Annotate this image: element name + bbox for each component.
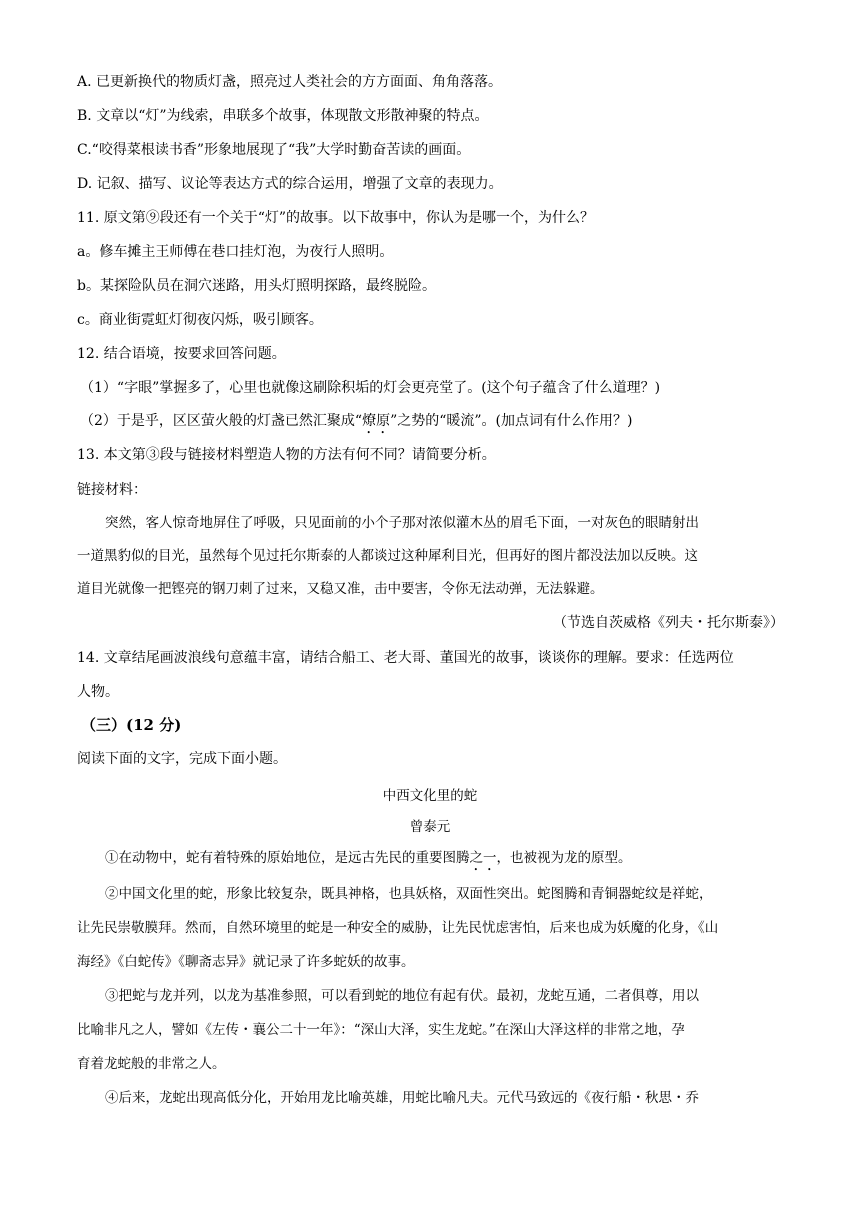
paragraph-1-text-end: ，也被视为龙的原型。 — [496, 850, 632, 866]
question-11-choice-b: b。某探险队员在洞穴迷路，用头灯照明探路，最终脱险。 — [77, 278, 436, 294]
question-12-part-2 — [80, 411, 632, 437]
section-three-heading: （三）(12 分) — [81, 716, 182, 734]
question-11-choice-c: c。商业街霓虹灯彻夜闪烁，吸引顾客。 — [77, 312, 323, 328]
link-material-source: （节选自茨威格《列夫・托尔斯泰》） — [553, 615, 784, 631]
question-12-part-1: （1）“字眼”掌握多了，心里也就像这刷除积垢的灯会更亮堂了。(这个句子蕴含了什么道理？) — [80, 380, 661, 396]
question-14: 14. 文章结尾画波浪线句意蕴丰富，请结合船工、老大哥、董国光的故事，谈谈你的理解。要求：任选两位 — [77, 650, 734, 666]
option-d: D. 记叙、描写、议论等表达方式的综合运用，增强了文章的表现力。 — [77, 176, 503, 192]
dotted-word: 燎原 — [362, 413, 391, 429]
option-c: C.“咬得菜根读书香”形象地展现了“我”大学时勤奋苦读的画面。 — [77, 142, 471, 158]
link-material-label: 链接材料： — [77, 482, 147, 498]
article-title: 中西文化里的蛇 — [382, 788, 478, 804]
reading-instruction: 阅读下面的文字，完成下面小题。 — [77, 751, 287, 767]
question-14-continued: 人物。 — [77, 684, 119, 700]
article-author: 曾泰元 — [409, 819, 451, 835]
option-a: A. 已更新换代的物质灯盏，照亮过人类社会的方方面面、角角落落。 — [77, 74, 503, 90]
paragraph-2-line-2: 让先民崇敬膜拜。然而，自然环境里的蛇是一种安全的威胁，让先民忧虑害怕，后来也成为妖魔的化身，《山 — [77, 920, 719, 936]
question-12-part-2-text: （2）于是乎，区区萤火般的灯盏已然汇聚成“ — [80, 413, 363, 429]
option-b: B. 文章以“灯”为线索，串联多个故事，体现散文形散神聚的特点。 — [77, 108, 489, 124]
paragraph-3-line-1: ③把蛇与龙并列，以龙为基准参照，可以看到蛇的地位有起有伏。最初，龙蛇互通，二者俱尊，用以 — [105, 988, 699, 1004]
question-13: 13. 本文第③段与链接材料塑造人物的方法有何不同？请简要分析。 — [77, 447, 496, 463]
question-12: 12. 结合语境，按要求回答问题。 — [77, 346, 286, 362]
link-material-line-2: 一道黑豹似的目光，虽然每个见过托尔斯泰的人都谈过这种犀利目光，但再好的图片都没法加以反映。这 — [77, 548, 698, 564]
question-12-part-2-text-end: ”之势的“暖流”。(加点词有什么作用？) — [390, 413, 633, 429]
link-material-line-1: 突然，客人惊奇地屏住了呼吸，只见面前的小个子那对浓似灌木丛的眉毛下面，一对灰色的眼睛射出 — [105, 515, 699, 531]
paragraph-3-line-3: 育着龙蛇般的非常之人。 — [77, 1056, 226, 1072]
paragraph-2-line-3: 海经》《白蛇传》《聊斋志异》就记录了许多蛇妖的故事。 — [77, 954, 415, 970]
paragraph-1 — [105, 848, 784, 874]
question-11-choice-a: a。修车摊主王师傅在巷口挂灯泡，为夜行人照明。 — [77, 244, 394, 260]
paragraph-2-line-1: ②中国文化里的蛇，形象比较复杂，既具神格，也具妖格，双面性突出。蛇图腾和青铜器蛇纹是祥蛇， — [105, 886, 713, 902]
paragraph-3-line-2: 比喻非凡之人，譬如《左传・襄公二十一年》：“深山大泽，实生龙蛇。”在深山大泽这样的非常之地，孕 — [77, 1022, 685, 1038]
link-material-line-3: 道目光就像一把铿亮的钢刀刺了过来，又稳又准，击中要害，令你无法动弹，无法躲避。 — [77, 581, 604, 597]
paragraph-1-text: ①在动物中，蛇有着特殊的原始地位，是远古先民的重要图腾 — [105, 850, 470, 866]
dotted-word: 之一 — [469, 850, 497, 866]
question-11: 11. 原文第⑨段还有一个关于“灯”的故事。以下故事中，你认为是哪一个，为什么？ — [77, 210, 595, 226]
paragraph-4-line-1: ④后来，龙蛇出现高低分化，开始用龙比喻英雄，用蛇比喻凡夫。元代马致远的《夜行船・秋思・乔 — [105, 1090, 699, 1106]
